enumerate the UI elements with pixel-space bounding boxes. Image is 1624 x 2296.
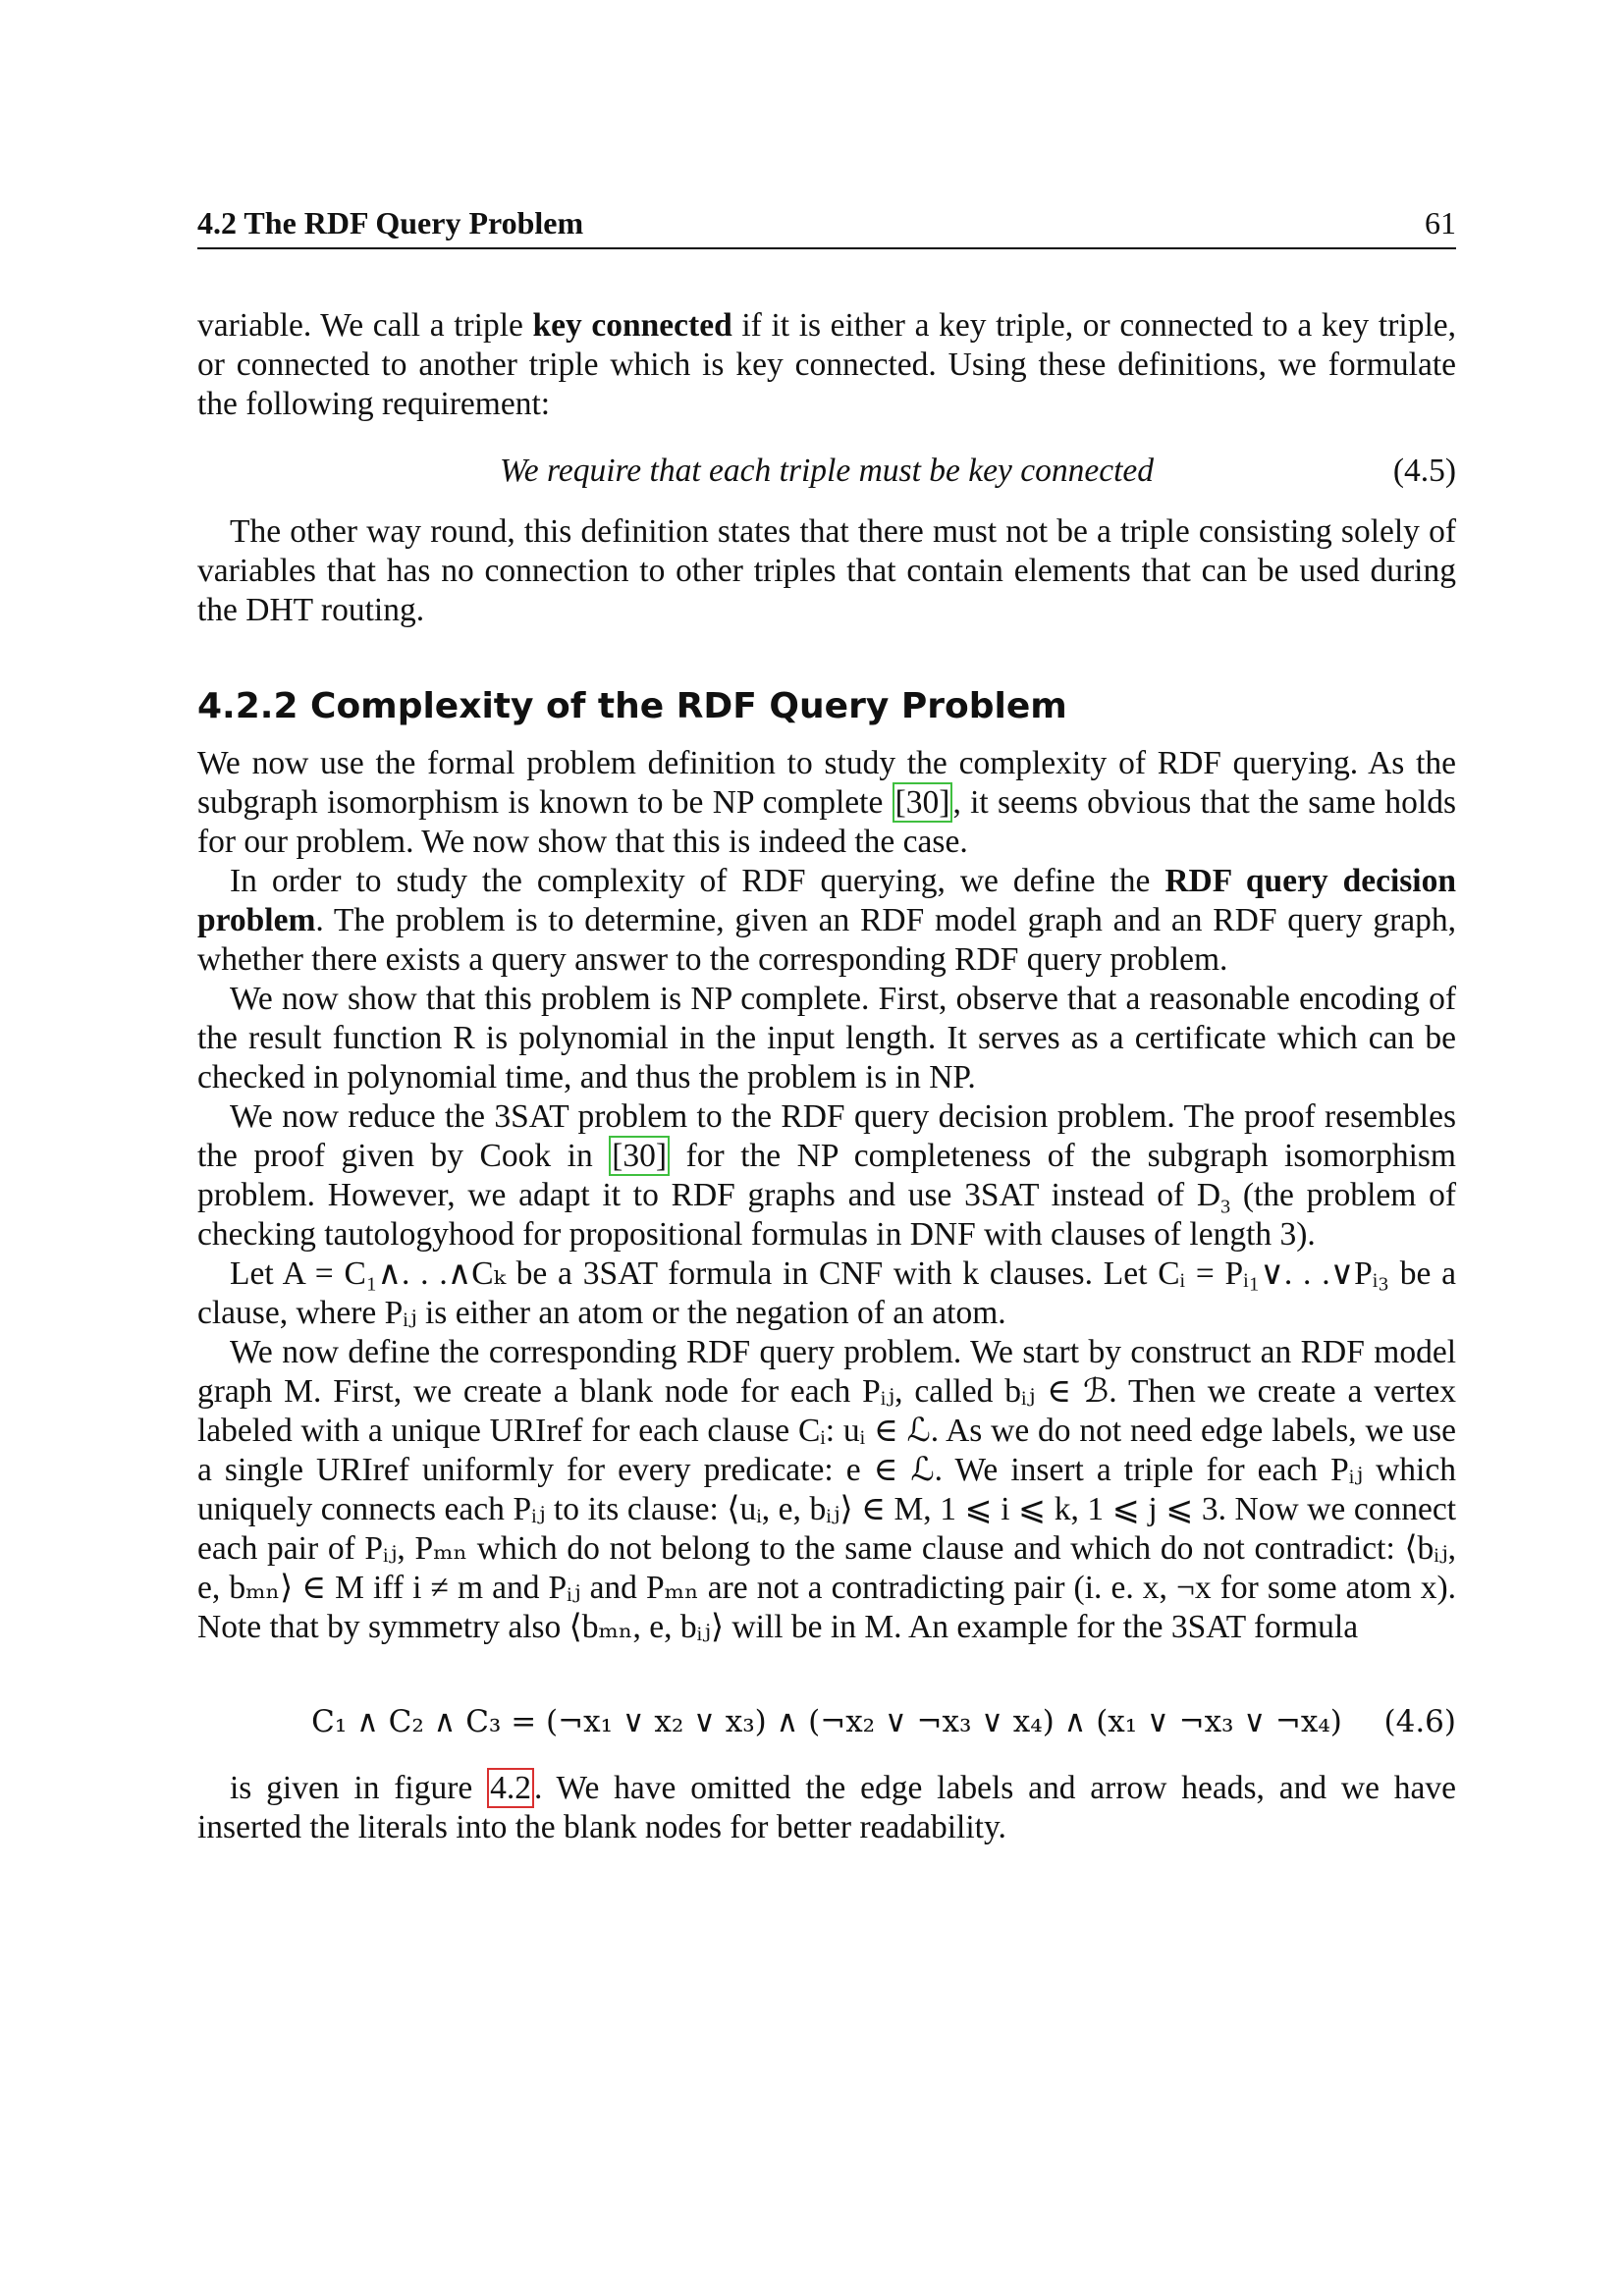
paragraph-key-connected: variable. We call a triple key connected if it is either a key triple, or connected to a key triple, or connected to another triple which is key connected. Using these definitions, we formulate the following requirement: [197,307,1457,422]
paragraph-3sat-formula: Let A = C₁∧. . .∧Cₖ be a 3SAT formula in CNF with k clauses. Let Cᵢ = Pᵢ₁∨. . .∨Pᵢ₃ be a clause, where Pᵢⱼ is either an atom or the negation of an atom. [197,1255,1456,1331]
page-number: 61 [1425,205,1456,240]
paragraph-reduction: We now reduce the 3SAT problem to the RDF query decision problem. The proof resembles the proof given by Cook in [30] for the NP completeness of the subgraph isomorphism problem. However, we adapt it to RDF graphs and use 3SAT instead of $D_3$ (the problem of checking tautologyhood for propositional formulas in DNF with clauses of length 3). [197,1098,1456,1253]
paragraph-complexity-intro: We now use the formal problem definition to study the complexity of RDF querying. As the subgraph isomorphism is known to be NP complete [30], it seems obvious that the same holds for our problem. We now show that this is indeed the case. [197,745,1456,860]
equation-number: (4.5) [1392,453,1456,489]
citation-link[interactable]: [30] [609,1136,670,1176]
section-heading: 4.2.2 Complexity of the RDF Query Problem [197,686,1067,726]
header-section-title: 4.2 The RDF Query Problem [197,205,584,240]
equation-number: (4.6) [1383,1704,1456,1739]
paragraph-other-way-round: The other way round, this definition states that there must not be a triple consisting solely of variables that has no connection to other triples that contain elements that can be used during the DHT routing. [197,513,1456,628]
term-rdf-query-decision-problem: RDF query decision problem [197,863,1456,938]
term-key-connected: key connected [532,307,732,344]
paragraph-construction: We now define the corresponding RDF query problem. We start by construct an RDF model graph M. First, we create a blank node for each Pᵢⱼ, called bᵢⱼ ∈ ℬ. Then we create a vertex labeled with a unique URIref for each clause Cᵢ: uᵢ ∈ ℒ. As we do not need edge labels, we use a single URIref uniformly for every predicate: e ∈ ℒ. We insert a triple for each Pᵢⱼ which uniquely connects each Pᵢⱼ to its clause: ⟨uᵢ, e, bᵢⱼ⟩ ∈ M, 1 ⩽ i ⩽ k, 1 ⩽ j ⩽ 3. Now we connect each pair of Pᵢⱼ, Pₘₙ which do not belong to the same clause and which do not contradict: ⟨bᵢⱼ, e, bₘₙ⟩ ∈ M iff i ≠ m and Pᵢⱼ and Pₘₙ are not a contradicting pair (i. e. x, ¬x for some atom x). Note that by symmetry also ⟨bₘₙ, e, bᵢⱼ⟩ will be in M. An example for the 3SAT formula [197,1334,1456,1645]
paragraph-np-membership: We now show that this problem is NP complete. First, observe that a reasonable encoding of the result function R is polynomial in the input length. It serves as a certificate which can be checked in polynomial time, and thus the problem is in NP. [197,981,1456,1095]
figure-ref-link[interactable]: 4.2 [487,1768,534,1808]
running-header [197,202,1456,249]
equation-4-5 [197,452,1456,491]
paragraph-figure-reference: is given in figure 4.2. We have omitted the edge labels and arrow heads, and we have inserted the literals into the blank nodes for better readability. [197,1770,1456,1845]
equation-4-6 [197,1702,1456,1741]
citation-link[interactable]: [30] [893,782,953,823]
equation-text: C₁ ∧ C₂ ∧ C₃ = (¬x₁ ∨ x₂ ∨ x₃) ∧ (¬x₂ ∨ ¬x₃ ∨ x₄) ∧ (x₁ ∨ ¬x₃ ∨ ¬x₄) [311,1704,1342,1739]
paragraph-decision-problem: In order to study the complexity of RDF querying, we define the RDF query decision problem. The problem is to determine, given an RDF model graph and an RDF query graph, whether there exists a query answer to the corresponding RDF query problem. [197,863,1456,978]
body-text [197,306,1456,1847]
equation-text: We require that each triple must be key connected [499,453,1155,489]
